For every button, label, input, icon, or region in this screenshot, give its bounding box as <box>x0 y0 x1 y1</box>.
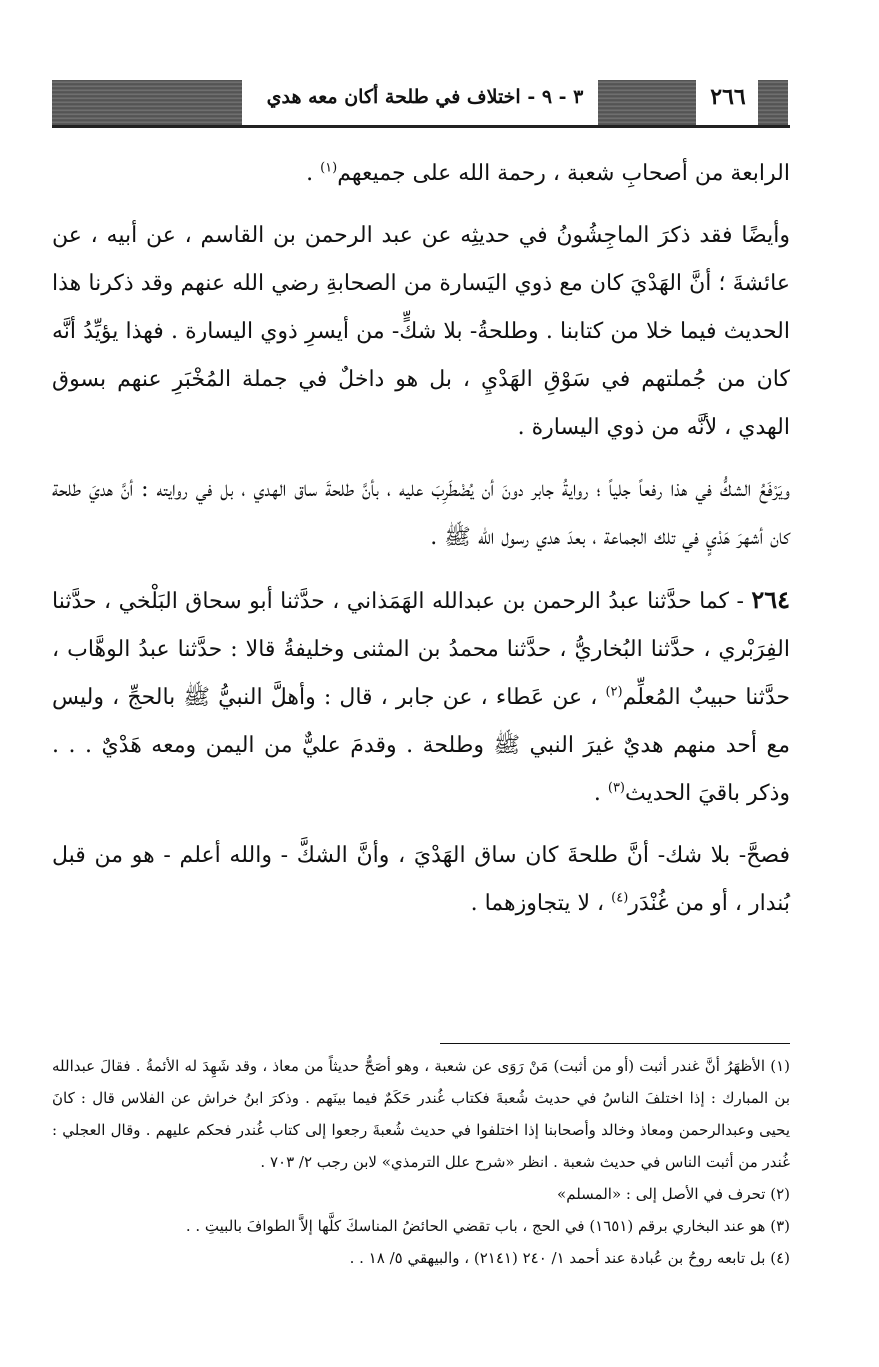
footnotes <box>52 1050 790 1274</box>
header-shade-block <box>52 80 242 126</box>
running-title: ٣ - ٩ - اختلاف في طلحة أكان معه هدي <box>266 86 584 108</box>
page-header <box>52 68 790 128</box>
footnote-ref[interactable]: (١) <box>320 160 338 176</box>
paragraph-3: ويَرْفَعُ الشكُّ في هذا رفعاً جلياً ؛ روايةُ جابر دونَ أن يُضْطَرِبَ عليه ، بأنَّ طلحةَ ساق الهدي ، بل في روايته : أنَّ هديَ طلحة كان أشهرَ هَدْيٍ في تلك الجماعة ، بعدَ هدي رسول الله ﷺ . <box>52 477 790 550</box>
header-shade-block <box>598 80 696 126</box>
header-shade-block <box>758 80 788 126</box>
header-rule <box>52 125 790 128</box>
paragraph-5: فصحَّ- بلا شك- أنَّ طلحةَ كان ساق الهَدْيَ ، وأنَّ الشكَّ - والله أعلم - هو من قبل بُندار ، أو من غُنْدَر$^{(٤)}$ ، لا يتجاوزهما . <box>52 843 790 916</box>
paragraph-hadith-264: ٢٦٤ - كما حدَّثنا عبدُ الرحمن بن عبدالله الهَمَذاني ، حدَّثنا أبو سحاق البَلْخي ، حدَّثنا الفِرَبْري ، حدَّثنا البُخاريُّ ، حدَّثنا محمدُ بن المثنى وخليفةُ قالا : حدَّثنا عبدُ الوهَّاب ، حدَّثنا حبيبٌ المُعلِّم$^{(٢)}$ ، عن عَطاء ، عن جابر ، قال : وأهلَّ النبيُّ ﷺ بالحجِّ ، وليس مع أحد منهم هديٌ غيرَ النبي ﷺ وطلحة . وقدمَ عليٌّ من اليمن ومعه هَدْيٌ . . . وذكر باقيَ الحديث$^{(٣)}$ . <box>52 585 790 806</box>
footnote-3: (٣) هو عند البخاري برقم (١٦٥١) في الحج ، باب تقضي الحائضُ المناسكَ كلَّها إلاَّ الطوافَ بالبيتِ . . <box>185 1217 790 1235</box>
paragraph-1: الرابعة من أصحابِ شعبة ، رحمة الله على جميعهم$^{(١)}$ . <box>306 160 790 186</box>
paragraph-2: وأيضًا فقد ذكرَ الماجِشُونُ في حديثِه عن عبد الرحمن بن القاسم ، عن أبيه ، عن عائشةَ ؛ أنَّ الهَدْيَ كان مع ذوي اليَسارة من الصحابةِ رضي الله عنهم وقد ذكرنا هذا الحديث فيما خلا من كتابنا . وطلحةُ- بلا شكٍّ- من أيسرِ ذوي اليسارة . فهذا يؤيِّدُ أنَّه كان من جُملتهم في سَوْقِ الهَدْيِ ، بل هو داخلٌ في جملة المُخْبَرِ عنهم بسوق الهدي ، لأنَّه من ذوي اليسارة . <box>52 223 790 440</box>
footnote-1: (١) الأظهَرُ أنَّ غندر أثبت (أو من أثبت) مَنْ رَوَى عن شعبة ، وهو أصَحُّ حديثاً من معاذ ، وقد شَهِدَ له الأئمةُ . فقالَ عبدالله بن المبارك : إذا اختلفَ الناسُ في حديث شُعبةَ فكتاب غُندر حَكَمٌ فيما بينَهم . وذكرَ ابنُ خراش عن الفلاس قال : كانَ يحيى وعبدالرحمن ومعاذ وخالد وأصحابنا إذا اختلفوا في حديث شُعبةَ رجعوا إلى كتاب غُندر فحكم عليهم . وقال العجلي : غُندر من أثبت الناس في حديث شعبة . انظر «شرح علل الترمذي» لابن رجب ٢/ ٧٠٣ . <box>52 1057 790 1171</box>
footnote-4: (٤) بل تابعه روحُ بن عُبادة عند أحمد ١/ ٢٤٠ (٢١٤١) ، والبيهقي ٥/ ١٨ . . <box>349 1249 790 1267</box>
main-text <box>52 150 790 928</box>
hadith-number: ٢٦٤ <box>751 585 790 614</box>
footnote-ref[interactable]: (٢) <box>605 684 623 700</box>
page-number: ٢٦٦ <box>710 84 746 110</box>
footnote-ref[interactable]: (٤) <box>611 890 629 906</box>
footnote-ref[interactable]: (٣) <box>607 780 625 796</box>
footnote-2: (٢) تحرف في الأصل إلى : «المسلم» <box>557 1185 790 1203</box>
footnote-separator <box>440 1043 790 1044</box>
